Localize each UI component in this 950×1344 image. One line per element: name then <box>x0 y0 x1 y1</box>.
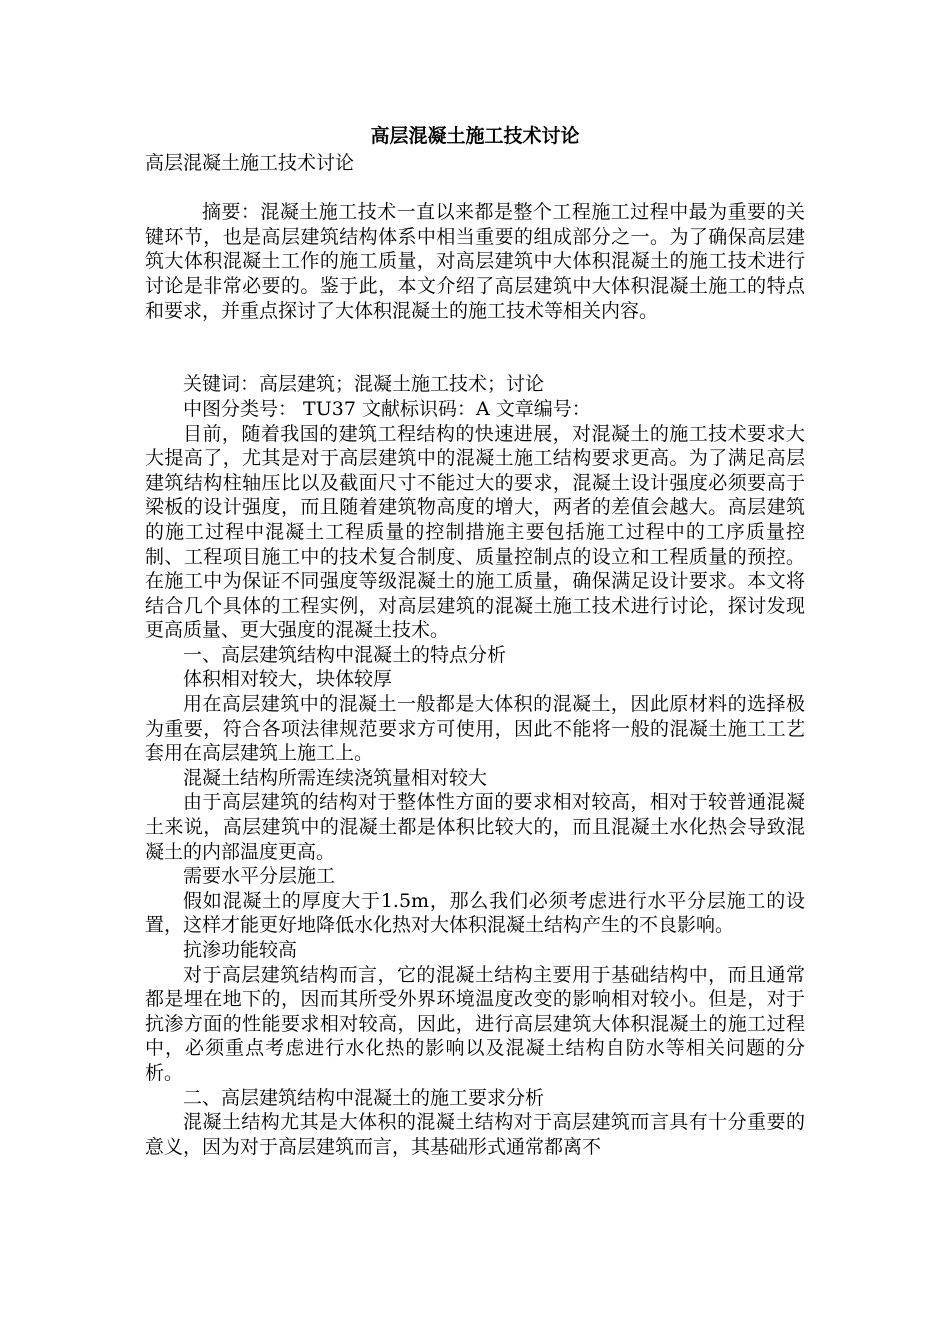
subheading: 体积相对较大，块体较厚 <box>183 668 393 691</box>
document-page <box>145 122 805 1159</box>
document-subtitle: 高层混凝土施工技术讨论 <box>145 152 355 174</box>
spacer <box>145 323 805 348</box>
abstract-paragraph: 摘要：混凝土施工技术一直以来都是整个工程施工过程中最为重要的关键环节，也是高层建筑结构体系中相当重要的组成部分之一。为了确保高层建筑大体积混凝土工作的施工质量，对高层建筑中大体积混凝土的施工技术进行讨论是非常必要的。鉴于此，本文介绍了高层建筑中大体积混凝土施工的特点和要求，并重点探讨了大体积混凝土的施工技术等相关内容。 <box>145 201 805 322</box>
body-paragraph: 对于高层建筑结构而言，它的混凝土结构主要用于基础结构中，而且通常都是埋在地下的，因而其所受外界环境温度改变的影响相对较小。但是，对于抗渗方面的性能要求相对较高，因此，进行高层建筑大体积混凝土的施工过程中，必须重点考虑进行水化热的影响以及混凝土结构自防水等相关问题的分析。 <box>145 963 805 1084</box>
body-paragraph: 假如混凝土的厚度大于1.5m，那么我们必须考虑进行水平分层施工的设置，这样才能更好地降低水化热对大体积混凝土结构产生的不良影响。 <box>145 889 805 937</box>
subheading: 需要水平分层施工 <box>183 865 336 888</box>
section-heading-2: 二、高层建筑结构中混凝土的施工要求分析 <box>183 1086 545 1109</box>
body-paragraph: 由于高层建筑的结构对于整体性方面的要求相对较高，相对于较普通混凝土来说，高层建筑中的混凝土都是体积比较大的，而且混凝土水化热会导致混凝土的内部温度更高。 <box>145 791 805 863</box>
spacer <box>145 176 805 201</box>
body-paragraph: 用在高层建筑中的混凝土一般都是大体积的混凝土，因此原材料的选择极为重要，符合各项法律规范要求方可使用，因此不能将一般的混凝土施工工艺套用在高层建筑上施工上。 <box>145 693 805 765</box>
body-paragraph: 目前，随着我国的建筑工程结构的快速进展，对混凝土的施工技术要求大大提高了，尤其是对于高层建筑中的混凝土施工结构要求更高。为了满足高层建筑结构柱轴压比以及截面尺寸不能过大的要求，混凝土设计强度必须要高于梁板的设计强度，而且随着建筑物高度的增大，两者的差值会越大。高层建筑的施工过程中混凝土工程质量的控制措施主要包括施工过程中的工序质量控制、工程项目施工中的技术复合制度、质量控制点的设立和工程质量的预控。在施工中为保证不同强度等级混凝土的施工质量，确保满足设计要求。本文将结合几个具体的工程实例，对高层建筑的混凝土施工技术进行讨论，探讨发现更高质量、更大强度的混凝土技术。 <box>145 422 805 642</box>
section-heading-1: 一、高层建筑结构中混凝土的特点分析 <box>183 643 507 666</box>
body-paragraph: 混凝土结构尤其是大体积的混凝土结构对于高层建筑而言具有十分重要的意义，因为对于高层建筑而言，其基础形式通常都离不 <box>145 1111 805 1158</box>
classification-line: 中图分类号： TU37 文献标识码：A 文章编号： <box>183 397 591 420</box>
document-title: 高层混凝土施工技术讨论 <box>370 125 580 147</box>
subheading: 抗渗功能较高 <box>183 939 298 961</box>
subheading: 混凝土结构所需连续浇筑量相对较大 <box>183 766 488 789</box>
keywords-line: 关键词：高层建筑；混凝土施工技术；讨论 <box>183 373 545 396</box>
spacer <box>145 348 805 373</box>
